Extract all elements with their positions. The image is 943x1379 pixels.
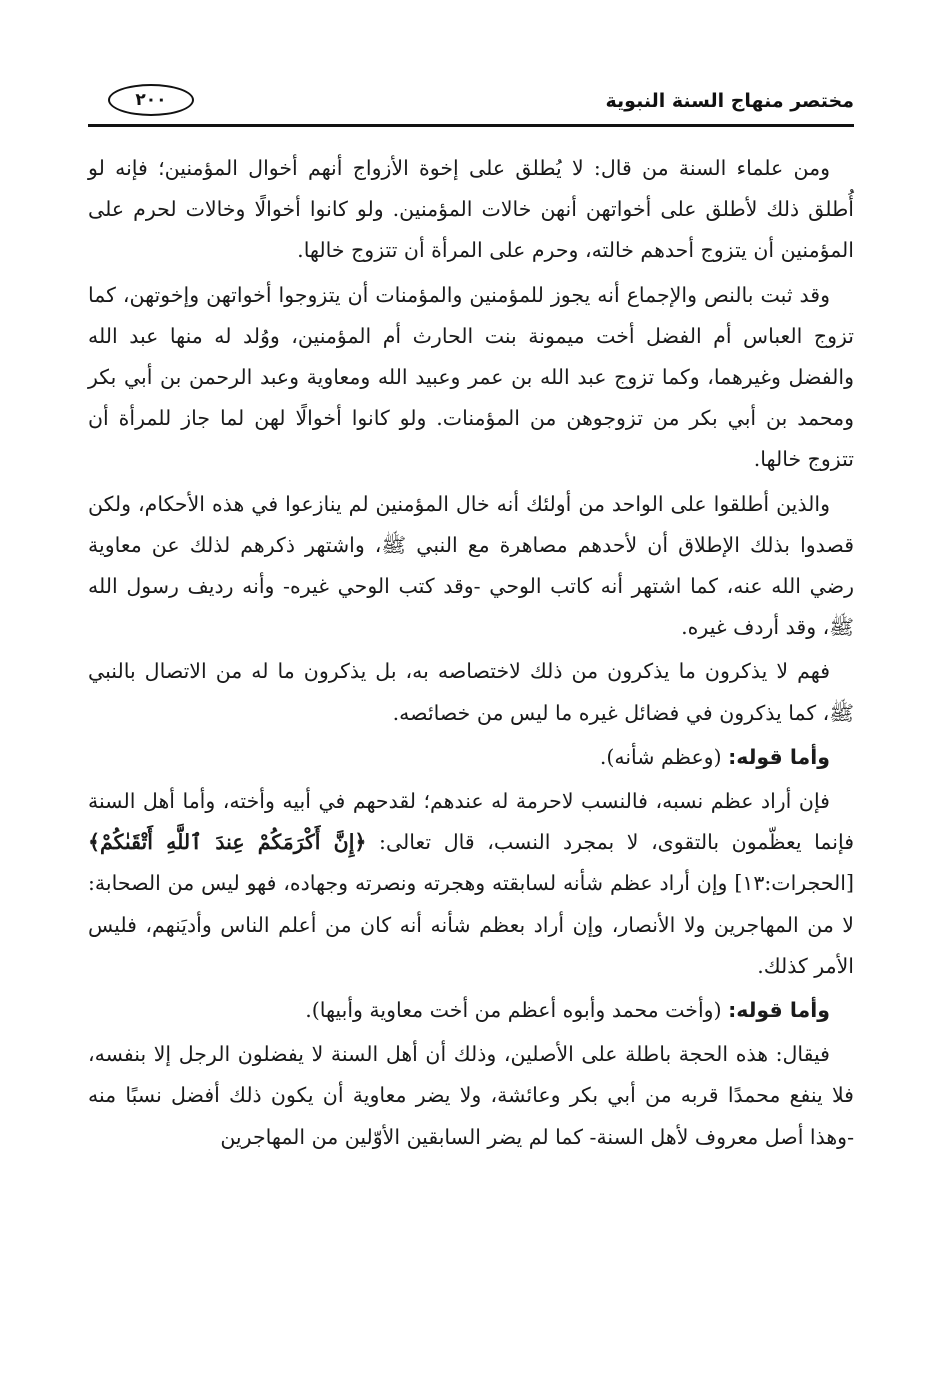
header-divider <box>88 124 854 127</box>
paragraph: والذين أطلقوا على الواحد من أولئك أنه خال المؤمنين لم ينازعوا في هذه الأحكام، ولكن قصدوا بذلك الإطلاق أن لأحدهم مصاهرة مع النبي ﷺ، واشتهر ذكرهم لذلك عن معاوية رضي الله عنه، كما اشتهر أنه كاتب الوحي -وقد كتب الوحي غيره- وأنه رديف رسول الله ﷺ، وقد أردف غيره. <box>88 491 854 640</box>
paragraph: وقد ثبت بالنص والإجماع أنه يجوز للمؤمنين والمؤمنات أن يتزوجوا أخواتهن وإخوتهن، كما تزوج العباس أم الفضل أخت ميمونة بنت الحارث أم المؤمنين، ووُلد له منها عبد الله والفضل وغيرهما، وكما تزوج عبد الله بن عمر وعبيد الله ومعاوية وعبد الرحمن بن أبي بكر ومحمد بن أبي بكر من تزوجوهن من المؤمنات. ولو كانوا أخوالًا لهن لما جاز للمرأة أن تتزوج خالها. <box>88 282 854 472</box>
paragraph-text: فإن أراد عظم نسبه، فالنسب لاحرمة له عندهم؛ لقدحهم في أبيه وأخته، وأما أهل السنة فإنما يعظّمون بالتقوى، لا بمجرد النسب، قال تعالى: <box>88 789 855 855</box>
paragraph: فهم لا يذكرون ما يذكرون من ذلك لاختصاصه به، بل يذكرون ما له من الاتصال بالنبي ﷺ، كما يذكرون في فضائل غيره ما ليس من خصائصه. <box>88 659 854 725</box>
paragraph-text: (وعظم شأنه). <box>599 744 729 769</box>
paragraph-text: (وأخت محمد وأبوه أعظم من أخت معاوية وأبيها). <box>305 998 729 1023</box>
running-title: مختصر منهاج السنة النبوية <box>605 90 854 112</box>
paragraph: فيقال: هذه الحجة باطلة على الأصلين، وذلك أن أهل السنة لا يفضلون الرجل إلا بنفسه، فلا ينفع محمدًا قربه من أبي بكر وعائشة، ولا يضر معاوية أن يكون ذلك أفضل نسبًا منه -وهذا أصل معروف لأهل السنة- كما لم يضر السابقين الأوّلين من المهاجرين <box>88 1042 854 1149</box>
lead-phrase: وأما قوله: <box>728 998 830 1023</box>
paragraph <box>88 737 854 778</box>
page-header <box>88 82 854 130</box>
lead-phrase: وأما قوله: <box>728 744 830 769</box>
paragraph-text: [الحجرات:١٣] وإن أراد عظم شأنه لسابقته وهجرته ونصرته وجهاده، فهو ليس من الصحابة: لا من المهاجرين ولا الأنصار، وإن أراد بعظم شأنه أنه كان من أعلم الناس وأديَنهم، فليس الأمر كذلك. <box>88 871 854 978</box>
page-number-badge: ٢٠٠ <box>108 84 194 116</box>
body-text <box>88 148 854 1161</box>
paragraph <box>88 781 854 987</box>
paragraph: ومن علماء السنة من قال: لا يُطلق على إخوة الأزواج أنهم أخوال المؤمنين؛ فإنه لو أُطلق ذلك لأطلق على أخواتهن أنهن خالات المؤمنين. ولو كانوا أخوالًا وخالات لحرم على المؤمنين أن يتزوج أحدهم خالته، وحرم على المرأة أن تتزوج خالها. <box>88 156 854 263</box>
quran-verse: ﴿إِنَّ أَكْرَمَكُمْ عِندَ ٱللَّهِ أَتْقَىٰكُمْ﴾ <box>88 830 367 855</box>
paragraph <box>88 990 854 1031</box>
